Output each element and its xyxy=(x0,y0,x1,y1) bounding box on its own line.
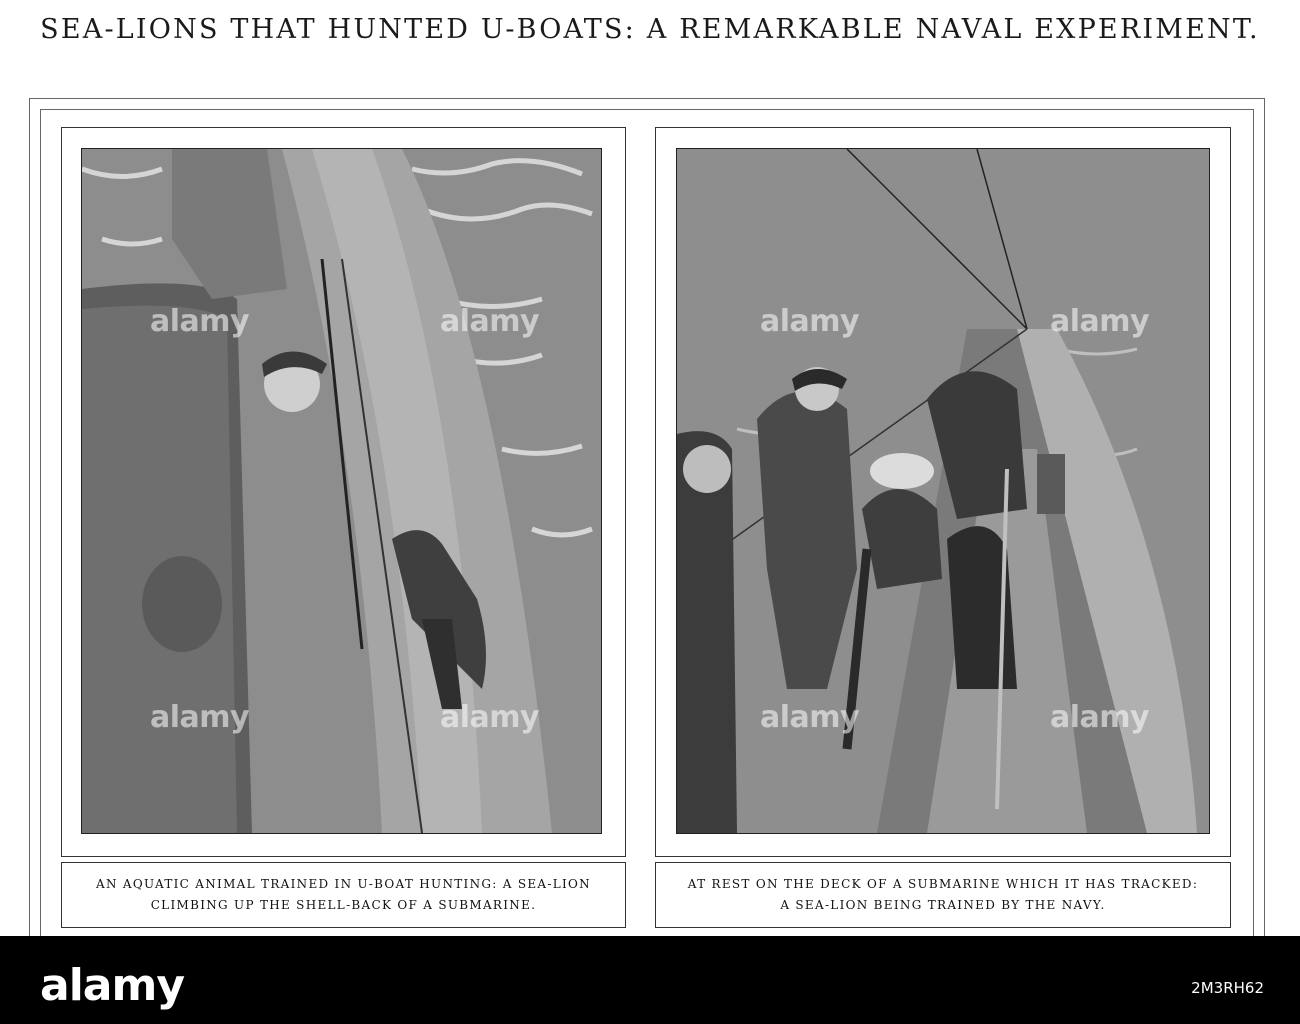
right-caption-line-1: AT REST ON THE DECK OF A SUBMARINE WHICH IT HAS TRACKED: xyxy=(687,877,1199,891)
watermark-overlay: alamy xyxy=(150,700,250,735)
stock-image-id: 2M3RH62 xyxy=(1191,979,1264,997)
watermark-overlay: alamy xyxy=(1050,700,1150,735)
right-caption-line-2: A SEA-LION BEING TRAINED BY THE NAVY. xyxy=(780,898,1106,912)
watermark-overlay: alamy xyxy=(440,700,540,735)
right-caption xyxy=(655,862,1231,928)
left-caption xyxy=(61,862,626,928)
left-caption-line-1: AN AQUATIC ANIMAL TRAINED IN U-BOAT HUNTING: A SEA-LION xyxy=(96,877,591,891)
watermark-overlay: alamy xyxy=(760,700,860,735)
svg-text:alamy: alamy xyxy=(40,962,184,1010)
watermark-overlay: alamy xyxy=(440,304,540,339)
page-headline: SEA-LIONS THAT HUNTED U-BOATS: A REMARKABLE NAVAL EXPERIMENT. xyxy=(40,14,1260,45)
watermark-overlay: alamy xyxy=(150,304,250,339)
watermark-overlay: alamy xyxy=(1050,304,1150,339)
alamy-logo xyxy=(40,962,230,1014)
left-caption-line-2: CLIMBING UP THE SHELL-BACK OF A SUBMARINE. xyxy=(150,898,537,912)
watermark-overlay: alamy xyxy=(760,304,860,339)
